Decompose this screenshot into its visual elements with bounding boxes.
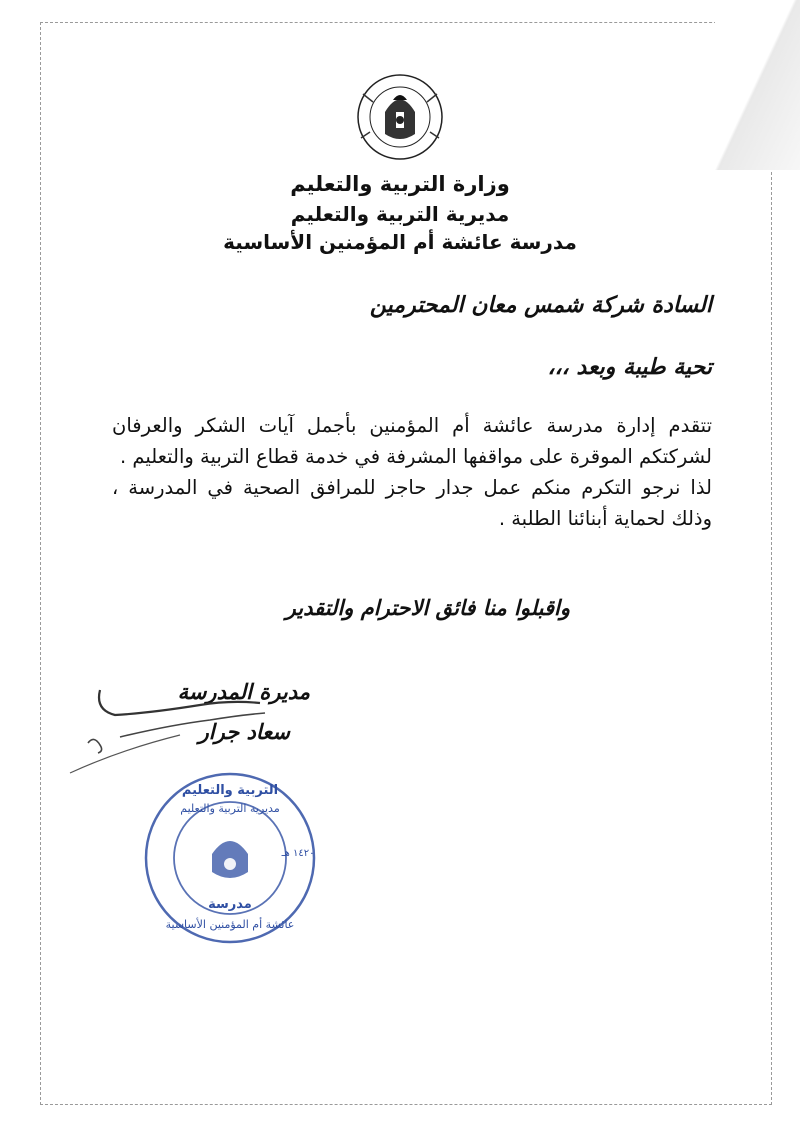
school-title: مدرسة عائشة أم المؤمنين الأساسية <box>223 230 577 254</box>
jordan-crest-icon <box>355 72 445 162</box>
body-paragraph-2: لذا نرجو التكرم منكم عمل جدار حاجز للمرافق الصحية في المدرسة ، وذلك لحماية أبنائنا الطلبة . <box>112 476 712 530</box>
school-stamp-icon <box>140 768 320 948</box>
directorate-title: مديرية التربية والتعليم <box>290 202 510 226</box>
addressee: السادة شركة شمس معان المحترمين <box>369 293 712 318</box>
closing-line: واقبلوا منا فائق الاحترام والتقدير <box>285 596 570 620</box>
stamp-year: ١٤٢٠ هـ <box>281 848 315 859</box>
paper-fold <box>715 0 800 170</box>
handwritten-signature-icon <box>60 665 270 785</box>
signatory-name: سعاد جرار <box>198 720 290 744</box>
greeting: تحية طيبة وبعد ،،، <box>547 355 712 380</box>
letter-body <box>112 410 712 534</box>
signatory-title: مديرة المدرسة <box>177 680 310 704</box>
stamp-top-text: التربية والتعليم <box>181 783 279 798</box>
stamp-sub-text: مديرية التربية والتعليم <box>180 802 280 815</box>
stamp-bottom-text: عائشة أم المؤمنين الأساسية <box>165 918 295 931</box>
body-paragraph-1: تتقدم إدارة مدرسة عائشة أم المؤمنين بأجمل آيات الشكر والعرفان لشركتكم الموقرة على مواقفها المشرفة في خدمة قطاع التربية والتعليم . <box>112 414 712 468</box>
ministry-title: وزارة التربية والتعليم <box>290 172 510 196</box>
stamp-label: مدرسة <box>208 897 252 912</box>
